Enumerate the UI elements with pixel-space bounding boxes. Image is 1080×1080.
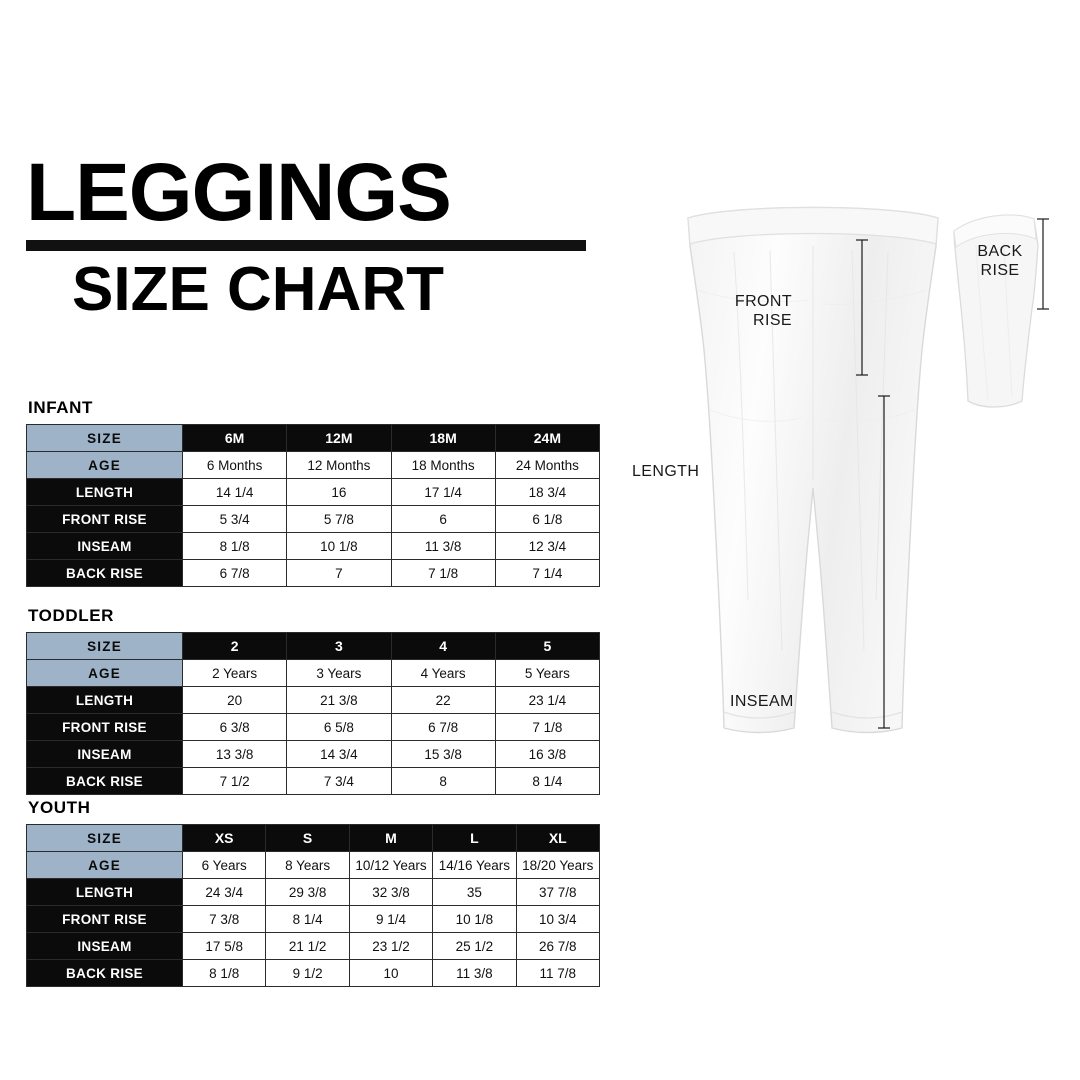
age-cell: 18/20 Years	[516, 852, 599, 879]
page-subtitle: SIZE CHART	[72, 255, 444, 325]
measure-cell: 6	[391, 506, 495, 533]
group-label-toddler: TODDLER	[28, 606, 115, 625]
row-label: BACK RISE	[27, 768, 183, 795]
age-cell: 6 Years	[183, 852, 266, 879]
row-label: LENGTH	[27, 687, 183, 714]
measure-cell: 16 3/8	[495, 741, 599, 768]
size-cell: 2	[183, 633, 287, 660]
age-cell: 5 Years	[495, 660, 599, 687]
measure-cell: 8	[391, 768, 495, 795]
table-row	[27, 452, 600, 479]
measure-cell: 8 1/4	[266, 906, 349, 933]
measure-cell: 10 3/4	[516, 906, 599, 933]
measure-cell: 13 3/8	[183, 741, 287, 768]
age-cell: 12 Months	[287, 452, 391, 479]
age-cell: 14/16 Years	[433, 852, 516, 879]
row-label: INSEAM	[27, 533, 183, 560]
measure-cell: 14 3/4	[287, 741, 391, 768]
measure-cell: 7	[287, 560, 391, 587]
measure-cell: 10 1/8	[433, 906, 516, 933]
measure-cell: 7 1/8	[391, 560, 495, 587]
age-cell: 3 Years	[287, 660, 391, 687]
size-cell: 18M	[391, 425, 495, 452]
table-row	[27, 906, 600, 933]
table-row	[27, 425, 600, 452]
measure-cell: 23 1/4	[495, 687, 599, 714]
measure-cell: 11 7/8	[516, 960, 599, 987]
measure-cell: 16	[287, 479, 391, 506]
measure-cell: 6 3/8	[183, 714, 287, 741]
title-block	[26, 147, 586, 325]
row-label: LENGTH	[27, 479, 183, 506]
table-row	[27, 960, 600, 987]
measure-cell: 11 3/8	[391, 533, 495, 560]
row-label: FRONT RISE	[27, 906, 183, 933]
measure-cell: 15 3/8	[391, 741, 495, 768]
measure-cell: 7 1/4	[495, 560, 599, 587]
measure-cell: 24 3/4	[183, 879, 266, 906]
group-label-youth: YOUTH	[28, 798, 91, 817]
measure-cell: 5 3/4	[183, 506, 287, 533]
group-label-infant: INFANT	[28, 398, 93, 417]
measure-cell: 5 7/8	[287, 506, 391, 533]
measure-cell: 23 1/2	[349, 933, 432, 960]
table-row	[27, 533, 600, 560]
size-table-youth	[26, 824, 600, 987]
label-length: LENGTH	[632, 463, 700, 480]
measure-cell: 21 1/2	[266, 933, 349, 960]
age-cell: 8 Years	[266, 852, 349, 879]
size-group-youth	[26, 798, 600, 987]
measure-cell: 29 3/8	[266, 879, 349, 906]
size-cell: 4	[391, 633, 495, 660]
measure-cell: 10 1/8	[287, 533, 391, 560]
row-label: FRONT RISE	[27, 506, 183, 533]
measure-cell: 7 1/2	[183, 768, 287, 795]
table-row	[27, 660, 600, 687]
size-cell: M	[349, 825, 432, 852]
table-row	[27, 506, 600, 533]
table-row	[27, 714, 600, 741]
measure-cell: 32 3/8	[349, 879, 432, 906]
table-row	[27, 933, 600, 960]
table-row	[27, 687, 600, 714]
page-title: LEGGINGS	[26, 147, 451, 238]
size-cell: S	[266, 825, 349, 852]
measure-cell: 6 7/8	[391, 714, 495, 741]
age-cell: 18 Months	[391, 452, 495, 479]
age-cell: 6 Months	[183, 452, 287, 479]
age-cell: 10/12 Years	[349, 852, 432, 879]
measure-cell: 12 3/4	[495, 533, 599, 560]
size-cell: 24M	[495, 425, 599, 452]
row-label-age: AGE	[27, 660, 183, 687]
measure-cell: 8 1/8	[183, 533, 287, 560]
measure-cell: 17 1/4	[391, 479, 495, 506]
leggings-illustration	[612, 185, 1062, 765]
row-label: BACK RISE	[27, 960, 183, 987]
measure-cell: 20	[183, 687, 287, 714]
label-back-rise	[964, 243, 1036, 281]
row-label-size: SIZE	[27, 825, 183, 852]
label-inseam: INSEAM	[730, 693, 794, 710]
measure-cell: 22	[391, 687, 495, 714]
measure-cell: 6 1/8	[495, 506, 599, 533]
row-label: INSEAM	[27, 933, 183, 960]
measure-cell: 11 3/8	[433, 960, 516, 987]
measure-cell: 9 1/2	[266, 960, 349, 987]
table-row	[27, 768, 600, 795]
size-cell: 3	[287, 633, 391, 660]
measure-cell: 8 1/8	[183, 960, 266, 987]
label-front-rise-line2: RISE	[753, 311, 792, 329]
row-label-age: AGE	[27, 452, 183, 479]
row-label: BACK RISE	[27, 560, 183, 587]
measure-cell: 8 1/4	[495, 768, 599, 795]
table-row	[27, 852, 600, 879]
label-back-rise-line2: RISE	[980, 261, 1020, 279]
size-group-toddler	[26, 606, 600, 795]
size-cell: XS	[183, 825, 266, 852]
measure-cell: 37 7/8	[516, 879, 599, 906]
measure-cell: 18 3/4	[495, 479, 599, 506]
measure-cell: 9 1/4	[349, 906, 432, 933]
table-row	[27, 741, 600, 768]
row-label-size: SIZE	[27, 425, 183, 452]
back-rise-diagram-icon	[942, 205, 1052, 420]
size-table-infant	[26, 424, 600, 587]
row-label: INSEAM	[27, 741, 183, 768]
label-back-rise-line1: BACK	[977, 243, 1023, 260]
table-row	[27, 633, 600, 660]
size-cell: 6M	[183, 425, 287, 452]
size-table-toddler	[26, 632, 600, 795]
age-cell: 4 Years	[391, 660, 495, 687]
table-row	[27, 879, 600, 906]
table-row	[27, 825, 600, 852]
label-front-rise	[714, 293, 792, 331]
title-divider	[26, 240, 586, 251]
measure-cell: 7 3/4	[287, 768, 391, 795]
measure-cell: 26 7/8	[516, 933, 599, 960]
table-row	[27, 479, 600, 506]
measure-cell: 6 5/8	[287, 714, 391, 741]
size-cell: L	[433, 825, 516, 852]
size-group-infant	[26, 398, 600, 587]
measure-cell: 7 3/8	[183, 906, 266, 933]
measure-cell: 35	[433, 879, 516, 906]
row-label: LENGTH	[27, 879, 183, 906]
measure-cell: 7 1/8	[495, 714, 599, 741]
age-cell: 24 Months	[495, 452, 599, 479]
measure-cell: 6 7/8	[183, 560, 287, 587]
row-label: FRONT RISE	[27, 714, 183, 741]
table-row	[27, 560, 600, 587]
row-label-size: SIZE	[27, 633, 183, 660]
size-cell: 12M	[287, 425, 391, 452]
size-cell: 5	[495, 633, 599, 660]
measure-cell: 21 3/8	[287, 687, 391, 714]
measure-cell: 10	[349, 960, 432, 987]
measure-cell: 14 1/4	[183, 479, 287, 506]
measure-cell: 25 1/2	[433, 933, 516, 960]
size-cell: XL	[516, 825, 599, 852]
age-cell: 2 Years	[183, 660, 287, 687]
label-front-rise-line1: FRONT	[734, 293, 792, 310]
row-label-age: AGE	[27, 852, 183, 879]
measure-cell: 17 5/8	[183, 933, 266, 960]
